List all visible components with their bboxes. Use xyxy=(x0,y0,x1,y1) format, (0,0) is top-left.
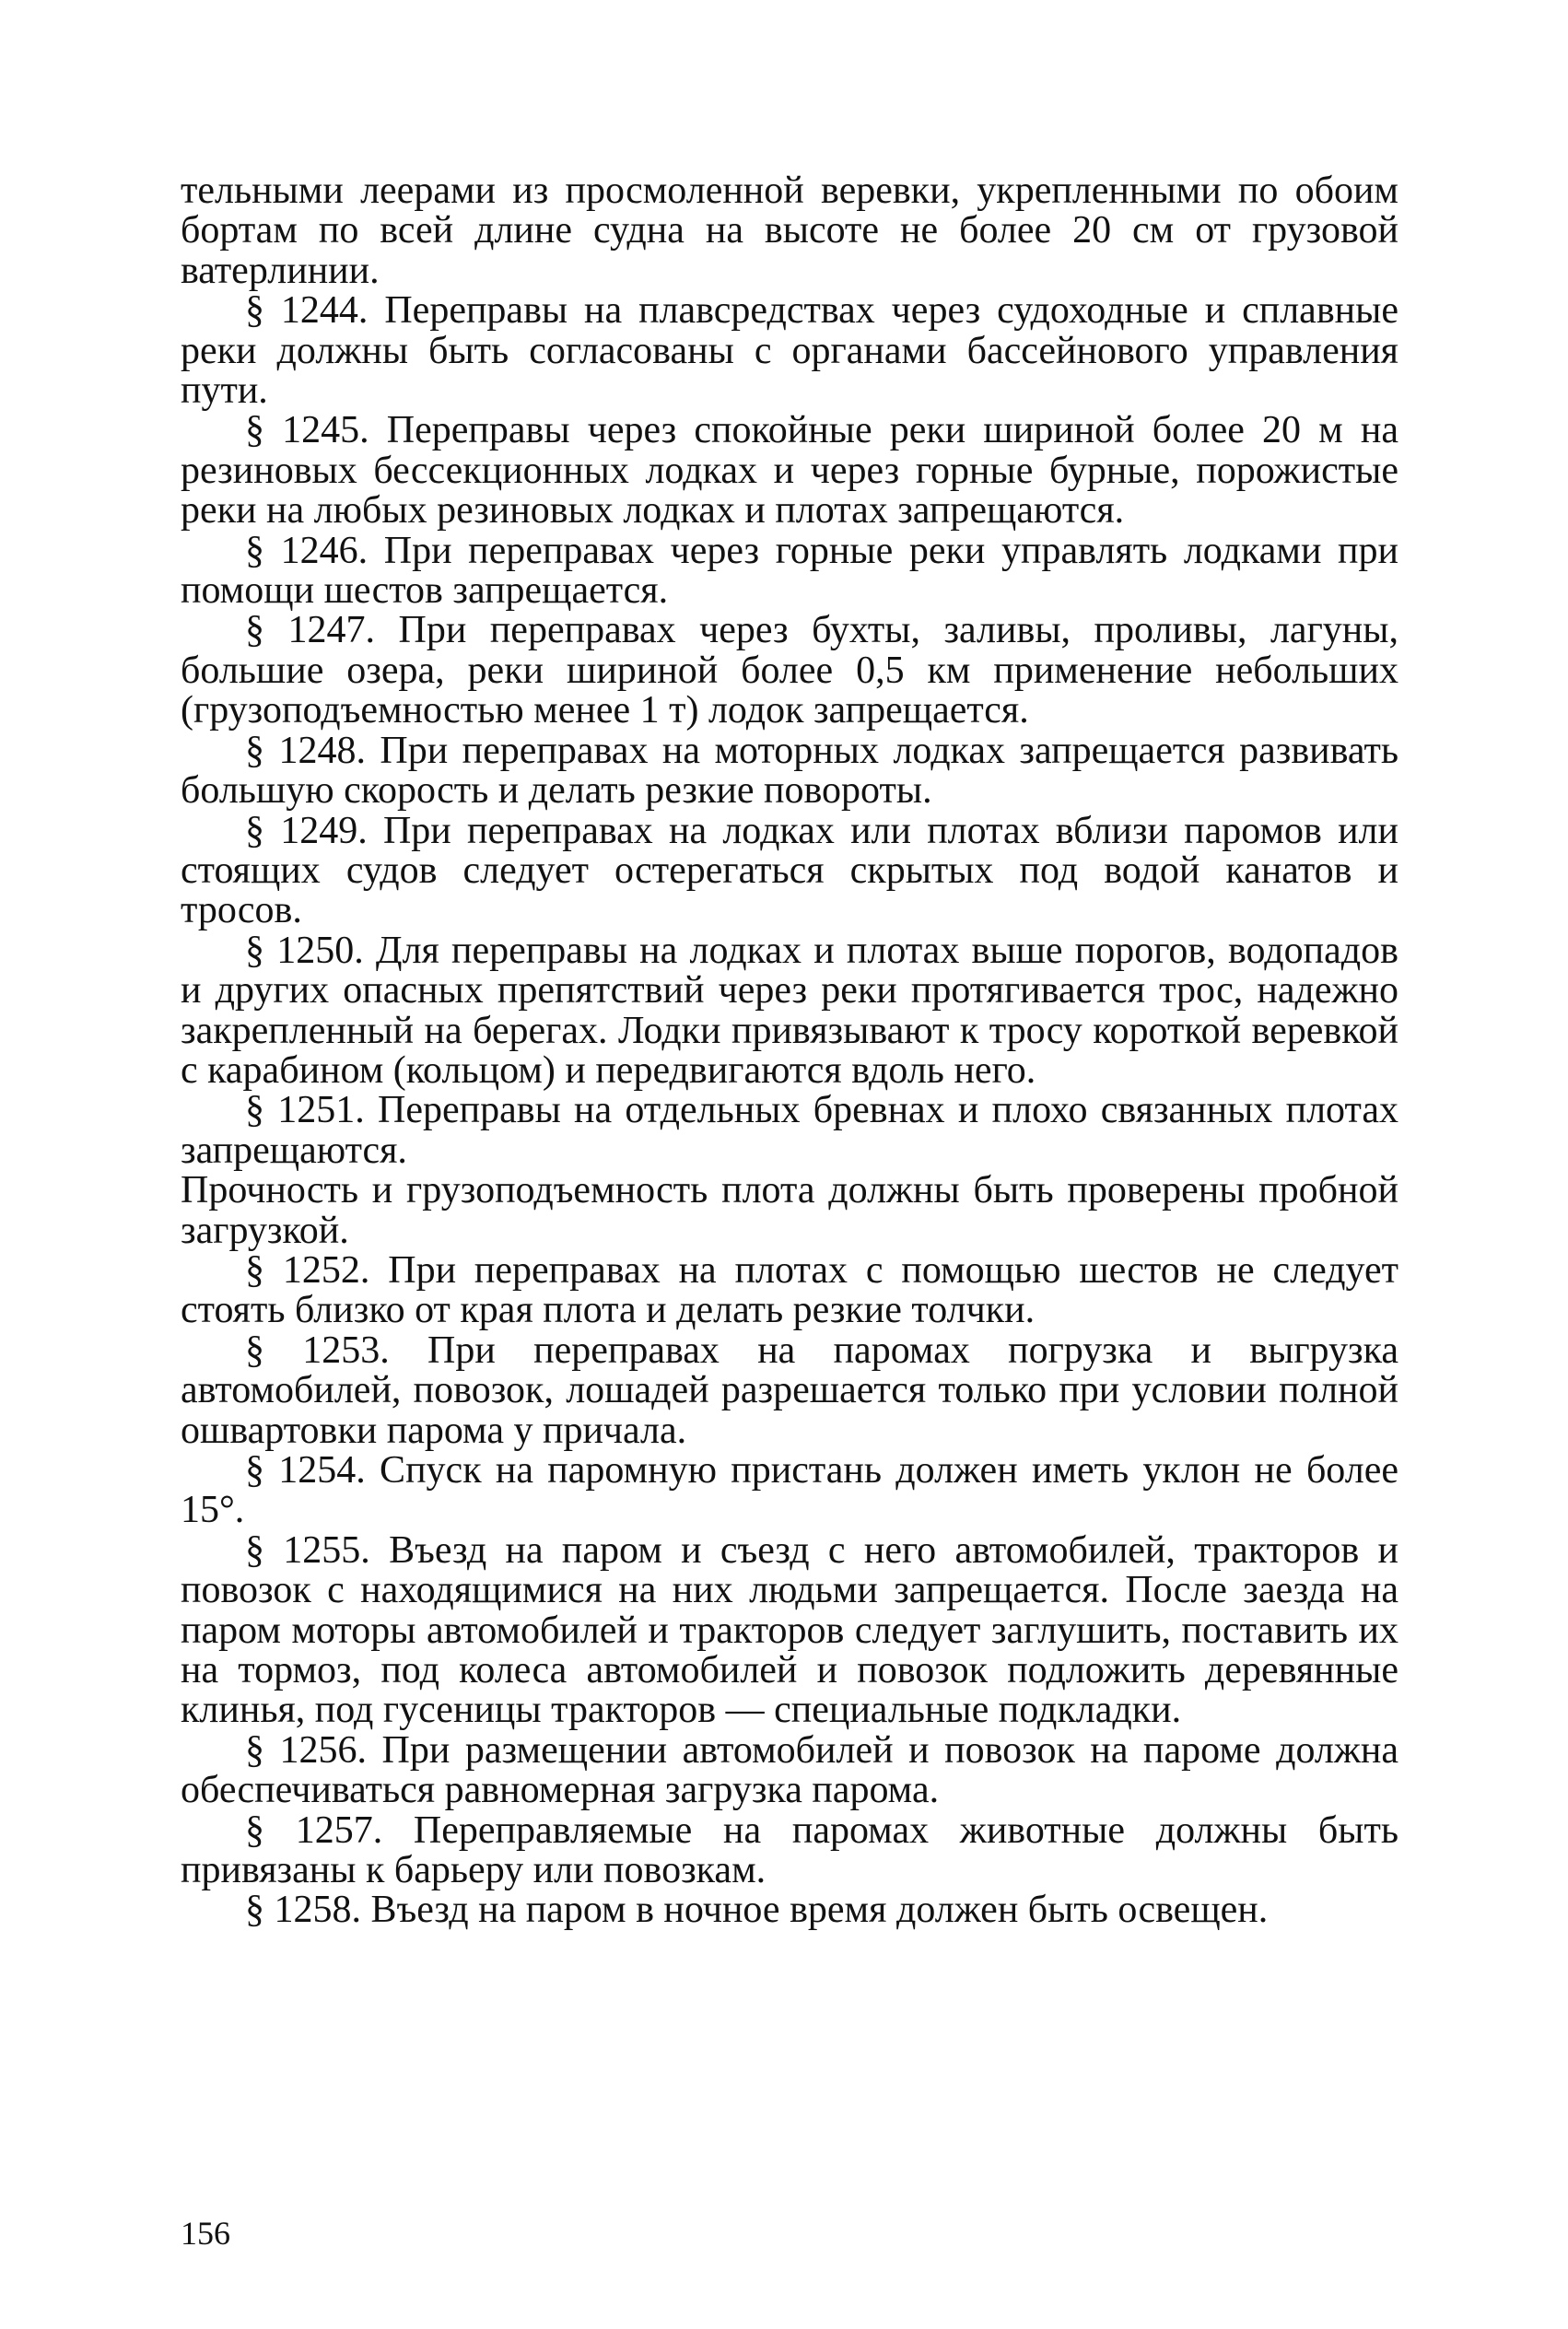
paragraph-1256: § 1256. При размещении автомобилей и повозок на пароме должна обеспечиваться равномерная загрузка парома. xyxy=(181,1728,1398,1812)
paragraph-1253: § 1253. При переправах на паромах погрузка и выгрузка автомобилей, повозок, лошадей разрешается только при условии полной ошвартовки парома у причала. xyxy=(181,1328,1398,1452)
paragraph-1257: § 1257. Переправляемые на паромах животные должны быть привязаны к барьеру или повозкам. xyxy=(181,1808,1398,1892)
paragraph-raft-strength: Прочность и грузоподъемность плота должны быть проверены пробной загрузкой. xyxy=(181,1169,1398,1252)
paragraph-continuation: тельными леерами из просмоленной веревки, укрепленными по обоим бортам по всей длине судна на высоте не более 20 см от грузовой ватерлинии. xyxy=(181,170,1398,292)
paragraph-1254: § 1254. Спуск на паромную пристань должен иметь уклон не более 15°. xyxy=(181,1449,1398,1532)
paragraph-1244: § 1244. Переправы на плавсредствах через судоходные и сплавные реки должны быть согласованы с органами бассейнового управления пути. xyxy=(181,289,1398,413)
body-text xyxy=(181,171,1398,1931)
paragraph-1250: § 1250. Для переправы на лодках и плотах выше порогов, водопадов и других опасных препятствий через реки протягивается трос, надежно закрепленный на берегах. Лодки привязывают к тросу короткой веревкой с карабином (кольцом) и передвигаются вдоль него. xyxy=(181,929,1398,1092)
paragraph-1249: § 1249. При переправах на лодках или плотах вблизи паромов или стоящих судов следует остерегаться скрытых под водой канатов и тросов. xyxy=(181,809,1398,932)
page-number: 156 xyxy=(181,2215,230,2252)
paragraph-1246: § 1246. При переправах через горные реки управлять лодками при помощи шестов запрещается. xyxy=(181,529,1398,613)
paragraph-1251: § 1251. Переправы на отдельных бревнах и плохо связанных плотах запрещаются. xyxy=(181,1089,1398,1172)
paragraph-1258: § 1258. Въезд на паром в ночное время должен быть освещен. xyxy=(245,1889,1269,1932)
paragraph-1255: § 1255. Въезд на паром и съезд с него автомобилей, тракторов и повозок с находящимися на них людьми запрещается. После заезда на паром моторы автомобилей и тракторов следует заглушить, поставить их на тормоз, под колеса автомобилей и повозок подложить деревянные клинья, под гусеницы тракторов — специальные подкладки. xyxy=(181,1528,1398,1732)
paragraph-1252: § 1252. При переправах на плотах с помощью шестов не следует стоять близко от края плота и делать резкие толчки. xyxy=(181,1248,1398,1332)
document-page xyxy=(181,171,1398,2318)
paragraph-1248: § 1248. При переправах на моторных лодках запрещается развивать большую скорость и делать резкие повороты. xyxy=(181,729,1398,813)
paragraph-1247: § 1247. При переправах через бухты, заливы, проливы, лагуны, большие озера, реки шириной более 0,5 км применение небольших (грузоподъемностью менее 1 т) лодок запрещается. xyxy=(181,609,1398,732)
paragraph-1245: § 1245. Переправы через спокойные реки шириной более 20 м на резиновых бессекционных лодках и через горные бурные, порожистые реки на любых резиновых лодках и плотах запрещаются. xyxy=(181,409,1398,533)
